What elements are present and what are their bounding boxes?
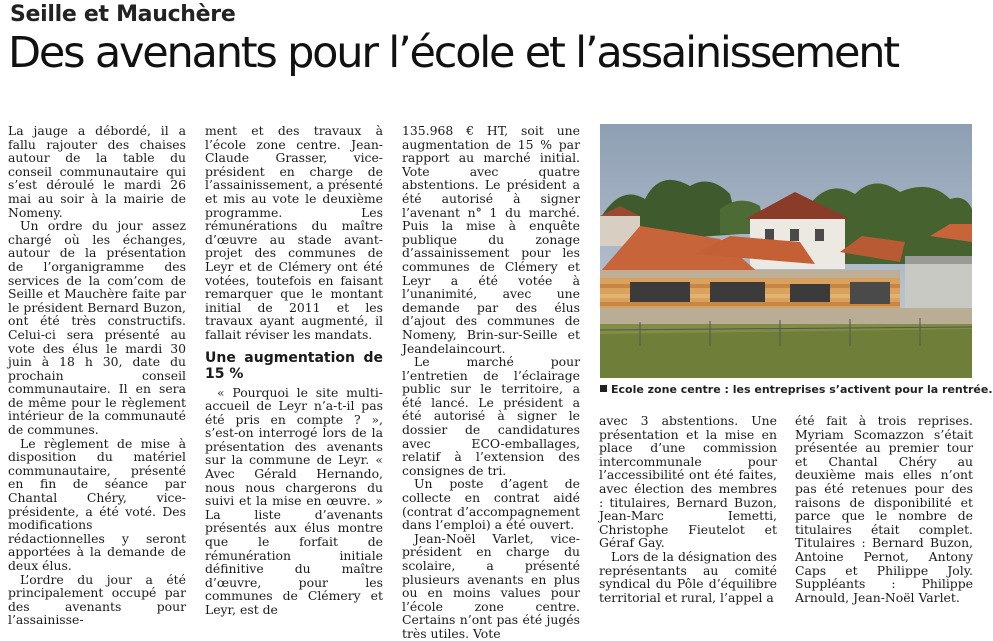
article-column-4 [599, 414, 777, 604]
article-column-3 [402, 123, 580, 641]
article-column-5 [795, 414, 973, 604]
paragraph: La jauge a débordé, il a fallu rajouter des chaises autour de la table du conseil communautaire qui s’est déroulé le mardi 26 mai au soir à la mairie de Nomeny. [8, 123, 186, 220]
caption-bullet-icon [600, 385, 607, 392]
paragraph: Un poste d’agent de collecte en contrat aidé (contrat d’accompagnement dans l’emploi) a été ouvert. [402, 476, 580, 533]
article-column-1 [8, 123, 186, 628]
article-subheading: Une augmentation de 15 % [205, 349, 383, 382]
paragraph: été fait à trois reprises. Myriam Scomazzon s’était présentée au premier tour et Chantal Chéry au deuxième mais elles n’ont pas été retenues pour des raisons de disponibilité et parce que le nombre de titulaires était complet. Titulaires : Bernard Buzon, Antoine Pernot, Antony Caps et Philippe Joly. Suppléants : Philippe Arnould, Jean-Noël Varlet. [795, 413, 973, 605]
paragraph: « Pourquoi le site multi-accueil de Leyr n’a-t-il pas été pris en compte ? », s’est-on interrogé lors de la présentation des avenants sur la commune de Leyr. « Avec Gérald Hernando, nous nous chargerons du suivi et la mise en œuvre. » La liste d’avenants présentés aux élus montre que le forfait de rémunération initiale définitive du maître d’œuvre, pour les communes de Clémery et Leyr, est de [205, 384, 383, 617]
article-column-2 [205, 123, 383, 617]
photo-caption-text: Ecole zone centre : les entreprises s’activent pour la rentrée. [611, 383, 993, 396]
paragraph: Un ordre du jour assez chargé où les échanges, autour de la présentation de l’organigramme des services de la com’com de Seille et Mauchère faite par le président Bernard Buzon, ont été très constructifs. Celui-ci sera présenté au vote des élus le mardi 30 juin à 18 h 30, date du prochain conseil communautaire. Il en sera de même pour le règlement intérieur de la communauté de communes. [8, 218, 186, 438]
paragraph: Le règlement de mise à disposition du matériel communautaire, présenté en fin de séance par Chantal Chéry, vice-présidente, a été voté. Des modifications rédactionnelles y seront apportées à la demande de deux élus. [8, 435, 186, 573]
paragraph: L’ordre du jour a été principalement occupé par des avenants pour l’assainisse- [8, 571, 186, 628]
paragraph: ment et des travaux à l’école zone centre. Jean-Claude Grasser, vice-président en charge de l’assainissement, a présenté et mis au vote le deuxième programme. Les rémunérations du maître d’œuvre au stade avant-projet des communes de Leyr et de Clémery ont été votées, toutefois en faisant remarquer que le montant initial de 2011 et les travaux ayant augmenté, il fallait réviser les mandats. [205, 123, 383, 342]
photo-caption [600, 383, 993, 396]
paragraph: avec 3 abstentions. Une présentation et la mise en place d’une commission intercommunale pour l’accessibilité ont été faites, avec élection des membres : titulaires, Bernard Buzon, Jean-Marc Iemetti, Christophe Fieutelot et Géraf Gay. [599, 413, 777, 551]
article-headline: Des avenants pour l’école et l’assainissement [8, 28, 898, 78]
paragraph: Le marché pour l’entretien de l’éclairage public sur le territoire, a été lancé. Le président a été autorisé à signer le dossier de candidatures avec ECO-emballages, relatif à l’extension des consignes de tri. [402, 354, 580, 478]
article-kicker: Seille et Mauchère [10, 2, 236, 27]
school-photo [600, 124, 972, 378]
paragraph: Jean-Noël Varlet, vice-président en charge du scolaire, a présenté plusieurs avenants en plus ou en moins values pour l’école zone centre. Certains n’ont pas été jugés très utiles. Vote [402, 530, 580, 641]
paragraph: Lors de la désignation des représentants au comité syndical du Pôle d’équilibre territorial et rural, l’appel a [599, 548, 777, 605]
paragraph: 135.968 € HT, soit une augmentation de 15 % par rapport au marché initial. Vote avec quatre abstentions. Le président a été autorisé à signer l’avenant n° 1 du marché. Puis la mise à enquête publique du zonage d’assainissement pour les communes de Clémery et Leyr a été votée à l’unanimité, avec une demande par des élus d’ajout des communes de Nomeny, Brin-sur-Seille et Jeandelaincourt. [402, 123, 580, 356]
